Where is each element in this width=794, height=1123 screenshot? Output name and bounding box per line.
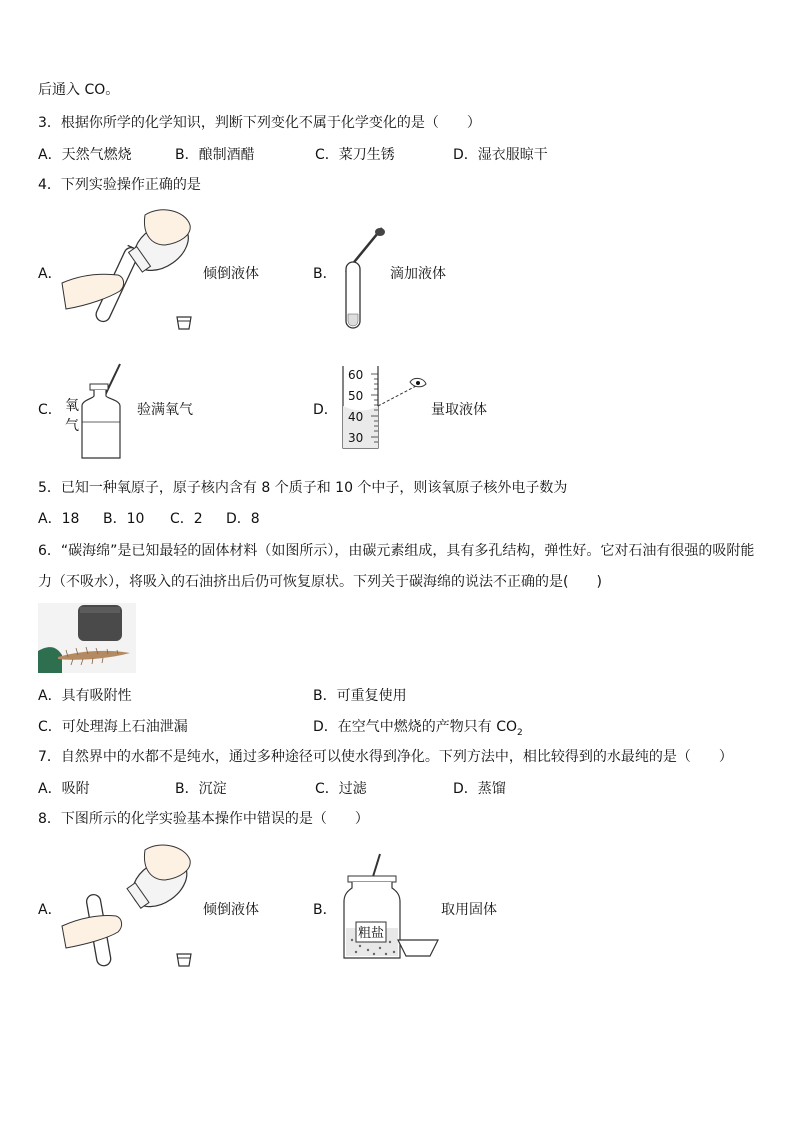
q7-option-c: C．过滤 — [315, 781, 367, 797]
q6-option-a: A．具有吸附性 — [38, 688, 132, 704]
q4-option-c-caption: 验满氧气 — [137, 402, 193, 418]
scale-40: 40 — [348, 410, 364, 424]
salt-label-2: 盐 — [371, 926, 385, 941]
question-4: 4．下列实验操作正确的是 — [38, 177, 201, 193]
salt-jar-figure — [340, 850, 450, 962]
question-5: 5．已知一种氧原子，原子核内含有 8 个质子和 10 个中子，则该氧原子核外电子数为 — [38, 480, 568, 496]
q6-option-d: D．在空气中燃烧的产物只有 $CO_2$ — [313, 719, 523, 738]
q8-option-a-letter: A． — [38, 902, 62, 918]
q5-option-b: B．10 — [103, 511, 145, 527]
q4-option-b-caption: 滴加液体 — [390, 266, 446, 282]
graduated-cylinder-figure — [338, 364, 428, 450]
q3-option-d: D．湿衣服晾干 — [453, 147, 548, 163]
q5-option-a: A．18 — [38, 511, 80, 527]
scale-60: 60 — [348, 368, 364, 382]
pouring-liquid-figure-2 — [60, 842, 200, 972]
scale-30: 30 — [348, 431, 364, 445]
q7-option-a: A．吸附 — [38, 781, 90, 797]
q8-option-b-letter: B． — [313, 902, 337, 918]
carbon-sponge-photo — [38, 603, 136, 673]
question-3: 3．根据你所学的化学知识，判断下列变化不属于化学变化的是（ ） — [38, 115, 481, 131]
pouring-liquid-figure — [60, 205, 200, 335]
intro-tail-text: 后通入 CO。 — [38, 82, 120, 98]
question-7: 7．自然界中的水都不是纯水，通过多种途径可以使水得到净化。下列方法中，相比较得到的水最纯的是（ ） — [38, 749, 733, 765]
question-6-line-2: 力（不吸水），将吸入的石油挤出后仍可恢复原状。下列关于碳海绵的说法不正确的是( ) — [38, 574, 602, 590]
q4-option-c-letter: C． — [38, 402, 62, 418]
oxygen-bottle-figure — [62, 360, 130, 460]
question-8: 8．下图所示的化学实验基本操作中错误的是（ ） — [38, 811, 369, 827]
question-6-line-1: 6．“碳海绵”是已知最轻的固体材料（如图所示），由碳元素组成，具有多孔结构，弹性好。它对石油有很强的吸附能 — [38, 543, 755, 559]
scale-50: 50 — [348, 389, 364, 403]
q4-option-d-letter: D． — [313, 402, 338, 418]
watch-glass-icon — [398, 940, 438, 956]
q5-option-c: C．2 — [170, 511, 203, 527]
dropper-figure — [338, 222, 388, 332]
q5-option-d: D．8 — [226, 511, 260, 527]
q7-option-d: D．蒸馏 — [453, 781, 506, 797]
q3-option-b: B．酿制酒醋 — [175, 147, 255, 163]
salt-label-1: 粗 — [358, 926, 372, 941]
q7-option-b: B．沉淀 — [175, 781, 227, 797]
q8-option-b-caption: 取用固体 — [441, 902, 497, 918]
q3-option-a: A．天然气燃烧 — [38, 147, 132, 163]
q6-option-c: C．可处理海上石油泄漏 — [38, 719, 188, 735]
q8-option-a-caption: 倾倒液体 — [203, 902, 259, 918]
oxygen-label-2: 气 — [65, 418, 79, 434]
q4-option-a-caption: 倾倒液体 — [203, 266, 259, 282]
q6-option-b: B．可重复使用 — [313, 688, 407, 704]
q4-option-a-letter: A． — [38, 266, 62, 282]
q4-option-b-letter: B． — [313, 266, 337, 282]
q3-option-c: C．菜刀生锈 — [315, 147, 395, 163]
oxygen-label-1: 氧 — [65, 398, 79, 414]
q4-option-d-caption: 量取液体 — [431, 402, 487, 418]
